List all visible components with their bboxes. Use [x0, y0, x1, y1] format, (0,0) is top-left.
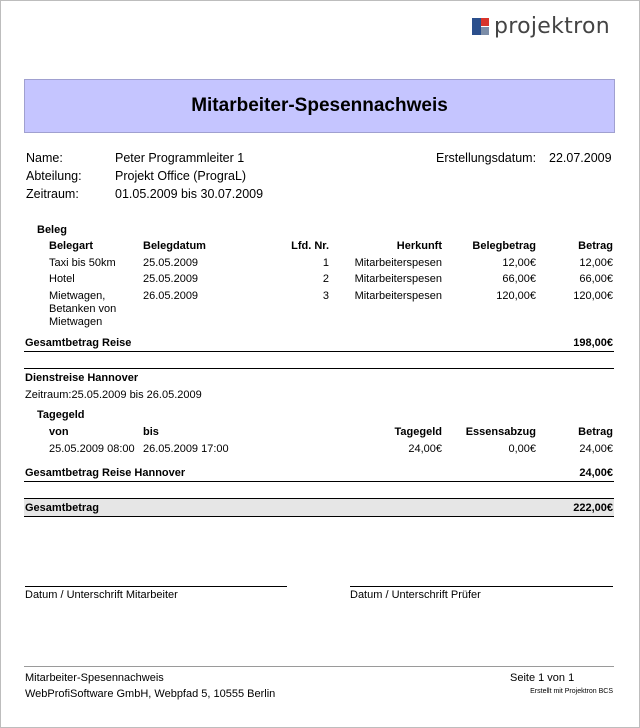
col-lfd-nr: Lfd. Nr. — [291, 240, 329, 252]
beleg-row-1-lfd-nr: 1 — [322, 257, 329, 269]
projektron-logo-icon — [472, 18, 489, 35]
beleg-row-2-belegart: Hotel — [49, 273, 75, 285]
beleg-row-1-belegdatum: 25.05.2009 — [143, 257, 199, 269]
reise-total-label: Gesamtbetrag Reise — [25, 337, 132, 349]
beleg-row-2-herkunft: Mitarbeiterspesen — [354, 273, 442, 285]
reviewer-signature-label: Datum / Unterschrift Prüfer — [350, 589, 481, 601]
title-bar — [24, 79, 615, 133]
col-bis: bis — [143, 426, 159, 438]
zeitraum-value: 01.05.2009 bis 30.07.2009 — [115, 187, 264, 201]
beleg-row-3-herkunft: Mitarbeiterspesen — [354, 290, 442, 302]
beleg-row-1-belegbetrag: 12,00€ — [502, 257, 536, 269]
logo — [472, 13, 610, 39]
name-value: Peter Programmleiter 1 — [115, 151, 245, 165]
beleg-row-3-belegart-line-2: Betanken von — [49, 303, 117, 315]
footer-doc-name: Mitarbeiter-Spesennachweis — [25, 672, 164, 684]
erstellungsdatum-value: 22.07.2009 — [549, 151, 612, 165]
footer-created-with: Erstellt mit Projektron BCS — [530, 688, 613, 695]
beleg-row-2-betrag: 66,00€ — [579, 273, 613, 285]
col-tagegeld: Tagegeld — [394, 426, 442, 438]
beleg-row-1-herkunft: Mitarbeiterspesen — [354, 257, 442, 269]
col-belegbetrag: Belegbetrag — [472, 240, 536, 252]
col-herkunft: Herkunft — [396, 240, 442, 252]
beleg-row-3-betrag: 120,00€ — [573, 290, 613, 302]
beleg-row-2-lfd-nr: 2 — [322, 273, 329, 285]
tagegeld-section-title: Tagegeld — [37, 409, 85, 421]
erstellungsdatum-label: Erstellungsdatum: — [436, 151, 537, 165]
reise-hannover-total-divider — [24, 481, 614, 482]
tagegeld-row-1-betrag: 24,00€ — [579, 443, 613, 455]
grand-total-value: 222,00€ — [573, 502, 613, 514]
dienstreise-top-divider — [24, 368, 614, 369]
col-tagegeld-betrag: Betrag — [578, 426, 613, 438]
col-belegdatum: Belegdatum — [143, 240, 206, 252]
dienstreise-zeitraum: Zeitraum:25.05.2009 bis 26.05.2009 — [25, 389, 202, 401]
reise-hannover-total-label: Gesamtbetrag Reise Hannover — [25, 467, 186, 479]
beleg-row-3-belegdatum: 26.05.2009 — [143, 290, 199, 302]
beleg-row-2-belegdatum: 25.05.2009 — [143, 273, 199, 285]
col-von: von — [49, 426, 69, 438]
beleg-row-3-belegart-line-1: Mietwagen, — [49, 290, 106, 302]
col-belegart: Belegart — [49, 240, 94, 252]
footer-company: WebProfiSoftware GmbH, Webpfad 5, 10555 Berlin — [25, 688, 276, 700]
beleg-section-title: Beleg — [37, 224, 67, 236]
employee-signature-label: Datum / Unterschrift Mitarbeiter — [25, 589, 178, 601]
tagegeld-row-1-von: 25.05.2009 08:00 — [49, 443, 135, 455]
reise-hannover-total-value: 24,00€ — [579, 467, 613, 479]
beleg-row-3-lfd-nr: 3 — [322, 290, 329, 302]
col-betrag: Betrag — [578, 240, 613, 252]
name-label: Name: — [26, 151, 63, 165]
col-essensabzug: Essensabzug — [465, 426, 536, 438]
tagegeld-row-1-tagegeld: 24,00€ — [408, 443, 442, 455]
logo-text: projektron — [494, 13, 610, 39]
tagegeld-row-1-bis: 26.05.2009 17:00 — [143, 443, 229, 455]
footer-page-number: Seite 1 von 1 — [510, 672, 575, 684]
page-title: Mitarbeiter-Spesennachweis — [191, 95, 448, 116]
tagegeld-row-1-essensabzug: 0,00€ — [508, 443, 536, 455]
abteilung-label: Abteilung: — [26, 169, 82, 183]
beleg-row-1-belegart: Taxi bis 50km — [49, 257, 116, 269]
reise-total-divider — [24, 351, 614, 352]
beleg-row-3-belegart-line-3: Mietwagen — [49, 316, 103, 328]
grand-total-label: Gesamtbetrag — [25, 502, 99, 514]
reise-total-value: 198,00€ — [573, 337, 613, 349]
beleg-row-3-belegbetrag: 120,00€ — [496, 290, 536, 302]
employee-signature-line — [25, 586, 287, 587]
abteilung-value: Projekt Office (PrograL) — [115, 169, 247, 183]
footer-divider — [24, 666, 614, 667]
reviewer-signature-line — [350, 586, 613, 587]
beleg-row-1-betrag: 12,00€ — [579, 257, 613, 269]
beleg-row-2-belegbetrag: 66,00€ — [502, 273, 536, 285]
zeitraum-label: Zeitraum: — [26, 187, 79, 201]
dienstreise-title: Dienstreise Hannover — [25, 372, 139, 384]
